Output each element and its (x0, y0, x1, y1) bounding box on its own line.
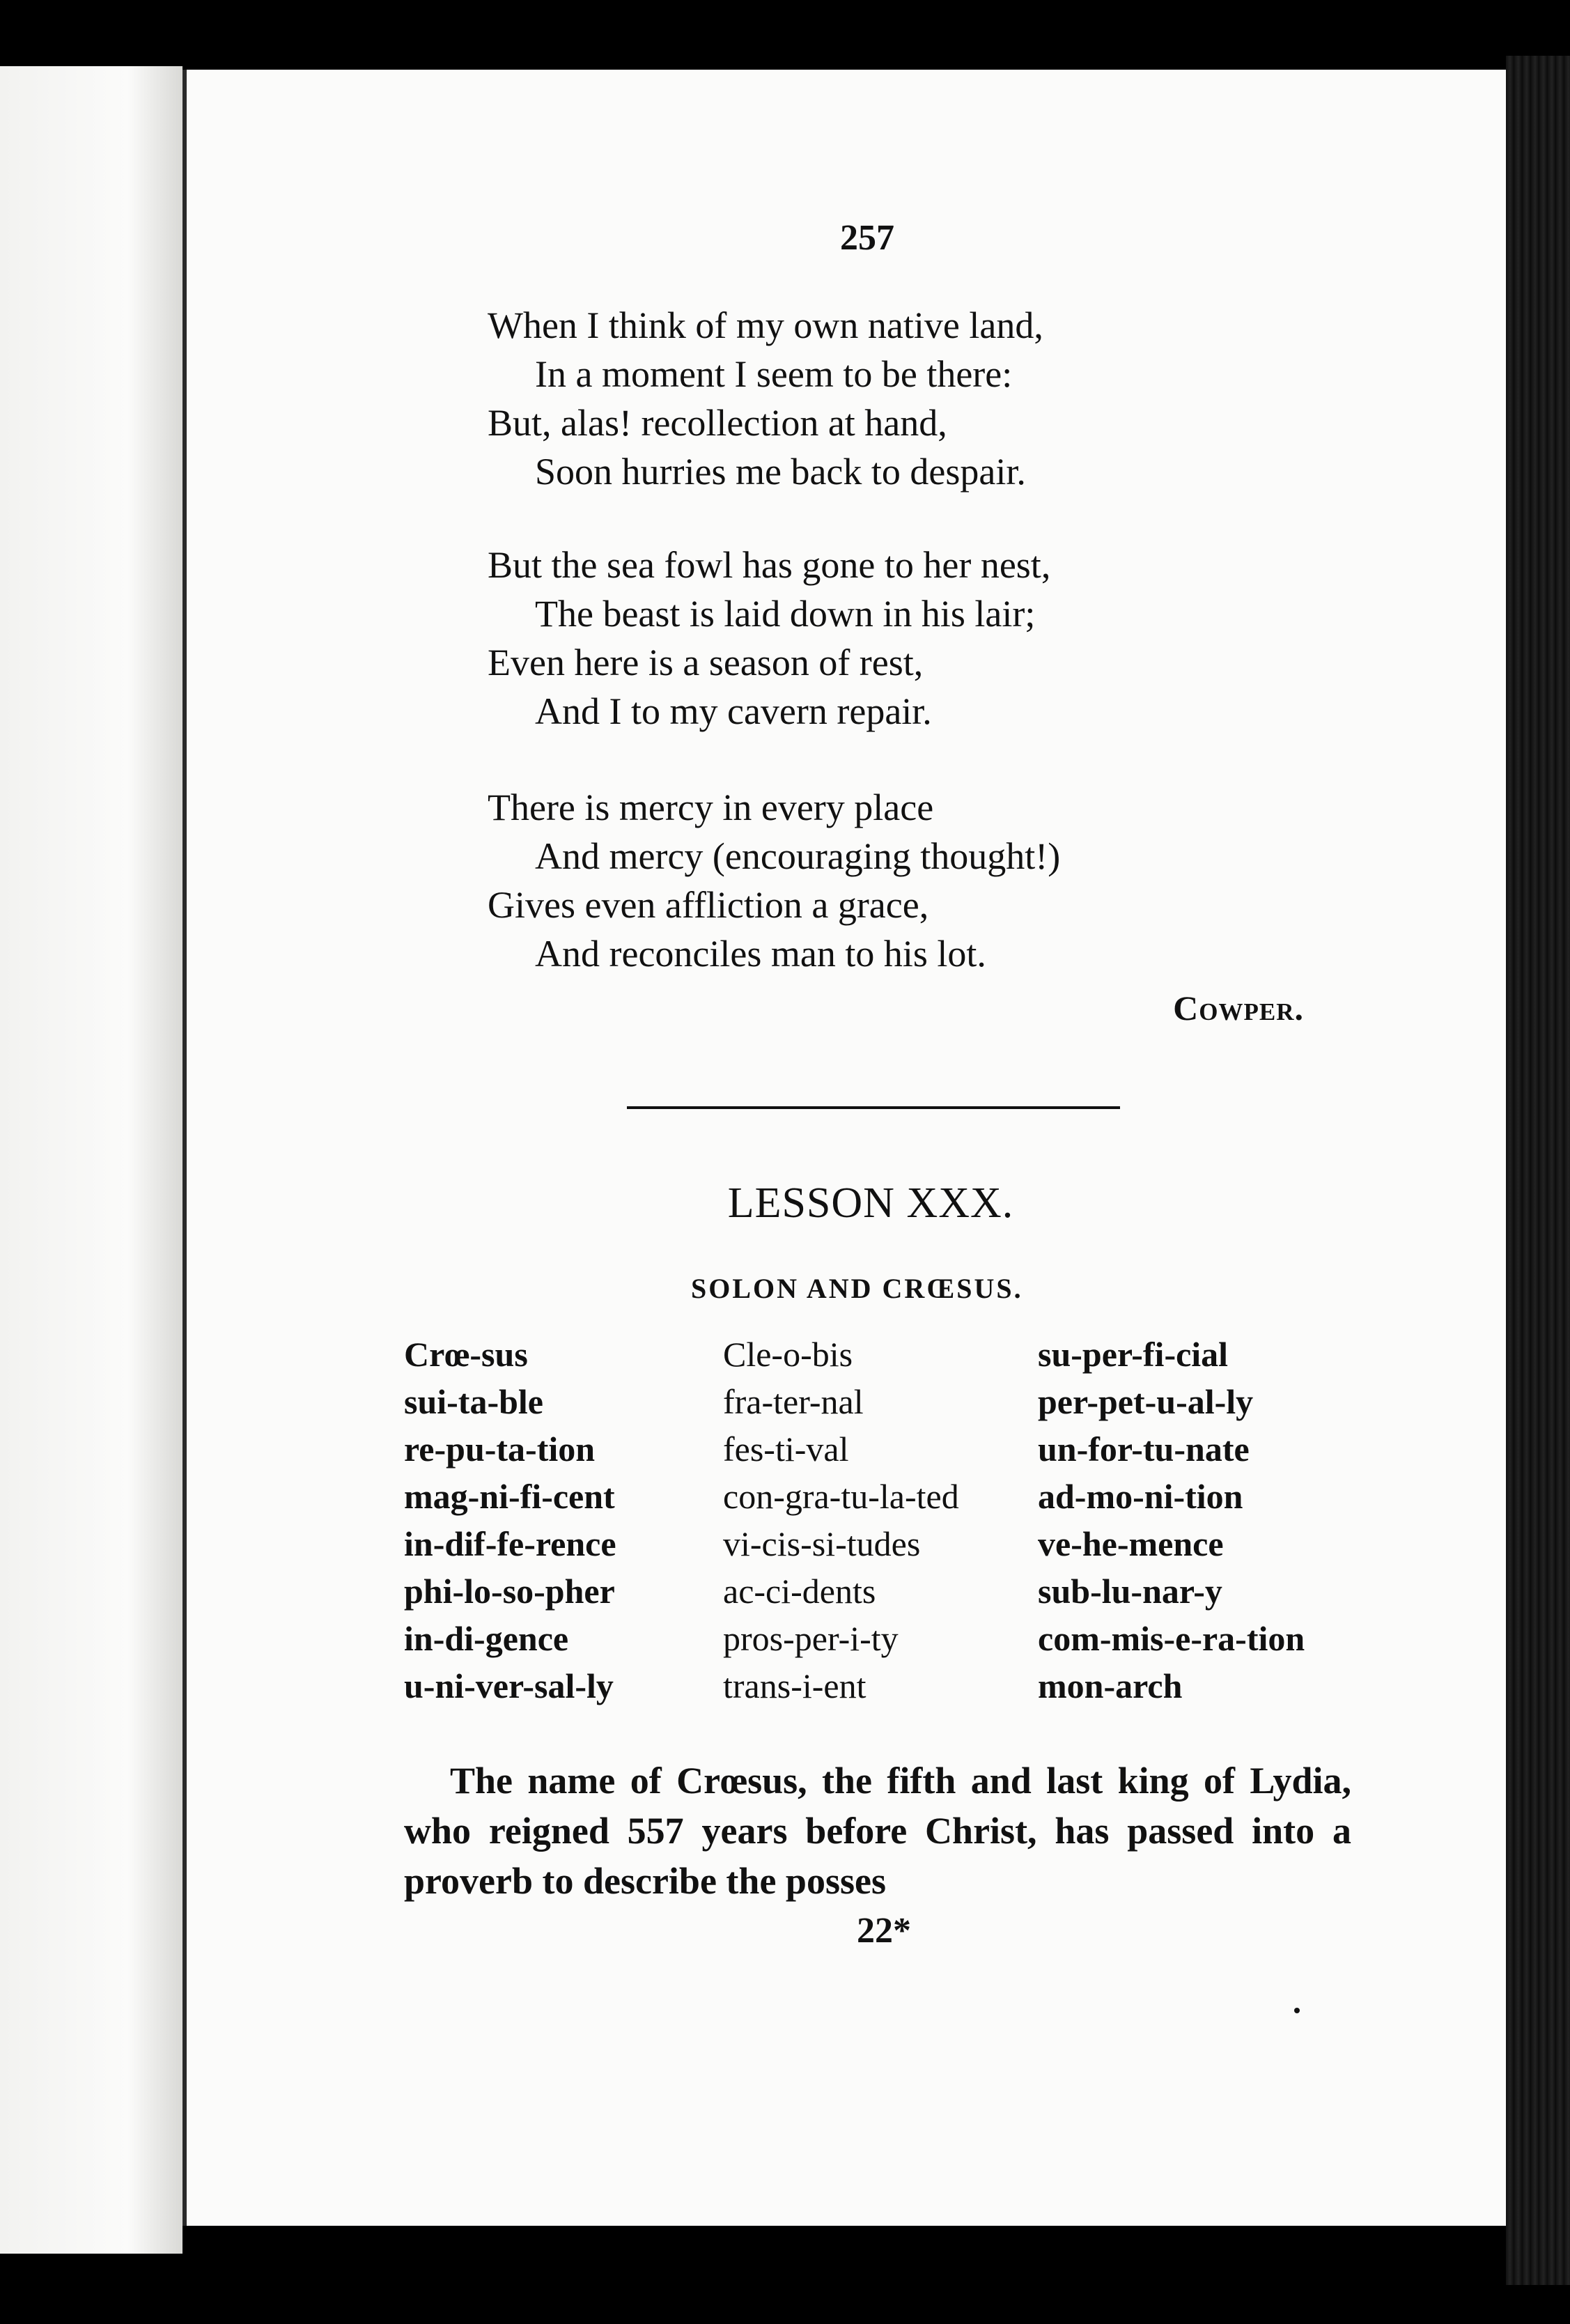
spelling-column-1 (404, 1331, 616, 1710)
book-cover-edge (1506, 56, 1570, 2285)
poem-line: Soon hurries me back to despair. (535, 451, 1026, 493)
lesson-subtitle: SOLON AND CRŒSUS. (691, 1273, 1023, 1304)
spelling-word: u-ni-ver-sal-ly (404, 1666, 614, 1705)
lesson-title-text: LESSON XXX. (727, 1179, 1014, 1227)
poem-line: There is mercy in every place (488, 787, 934, 828)
spelling-word: sui-ta-ble (404, 1382, 543, 1421)
spelling-word: phi-lo-so-pher (404, 1572, 615, 1611)
spelling-word: mon-arch (1038, 1666, 1183, 1705)
poem-line: And I to my cavern repair. (535, 690, 932, 732)
spelling-word: in-di-gence (404, 1619, 569, 1658)
signature-mark: 22* (857, 1911, 911, 1951)
spelling-word: ac-ci-dents (723, 1572, 876, 1611)
spelling-word: ad-mo-ni-tion (1038, 1477, 1243, 1516)
poem-line: But, alas! recollection at hand, (488, 402, 947, 444)
spelling-word: trans-i-ent (723, 1666, 866, 1705)
poem-line: And mercy (encouraging thought!) (535, 835, 1061, 877)
spelling-column-3 (1038, 1331, 1305, 1710)
spelling-word: sub-lu-nar-y (1038, 1572, 1222, 1611)
spelling-word: un-for-tu-nate (1038, 1430, 1250, 1469)
spelling-word: mag-ni-fi-cent (404, 1477, 615, 1516)
poem-stanza-1 (488, 301, 1254, 496)
spelling-word: fes-ti-val (723, 1430, 849, 1469)
spelling-word: su-per-fi-cial (1038, 1335, 1229, 1374)
left-page-edge (0, 66, 182, 2254)
spelling-word: in-dif-fe-rence (404, 1524, 616, 1563)
lesson-title (0, 1179, 1570, 1228)
page-number: 257 (840, 218, 894, 258)
poem-line: But the sea fowl has gone to her nest, (488, 544, 1051, 586)
poem-line: The beast is laid down in his lair; (535, 593, 1036, 635)
spelling-word: ve-he-mence (1038, 1524, 1224, 1563)
spelling-word: con-gra-tu-la-ted (723, 1477, 959, 1516)
poem-line: In a moment I seem to be there: (535, 353, 1013, 395)
spelling-word: per-pet-u-al-ly (1038, 1382, 1254, 1421)
spelling-word: pros-per-i-ty (723, 1619, 899, 1658)
spelling-word: Crœ-sus (404, 1335, 528, 1374)
poem-line: When I think of my own native land, (488, 304, 1043, 346)
spelling-word: com-mis-e-ra-tion (1038, 1619, 1305, 1658)
spelling-word: re-pu-ta-tion (404, 1430, 596, 1469)
spelling-word: Cle-o-bis (723, 1335, 853, 1374)
spelling-word: fra-ter-nal (723, 1382, 864, 1421)
lesson-paragraph: The name of Crœsus, the fifth and last king of Lydia, who reigned 557 years before Christ, has passed into a proverb to describe the posses (404, 1760, 1351, 1902)
poem-line: Even here is a season of rest, (488, 642, 924, 683)
poem-line: Gives even affliction a grace, (488, 884, 929, 926)
poem-author: Cowper. (1173, 989, 1304, 1028)
spelling-column-2 (723, 1331, 959, 1710)
poem-stanza-2 (488, 541, 1254, 736)
section-divider (627, 1106, 1120, 1109)
ink-speck (1294, 2008, 1300, 2013)
poem-stanza-3 (488, 783, 1254, 978)
poem-line: And reconciles man to his lot. (535, 933, 986, 975)
spelling-word: vi-cis-si-tudes (723, 1524, 921, 1563)
